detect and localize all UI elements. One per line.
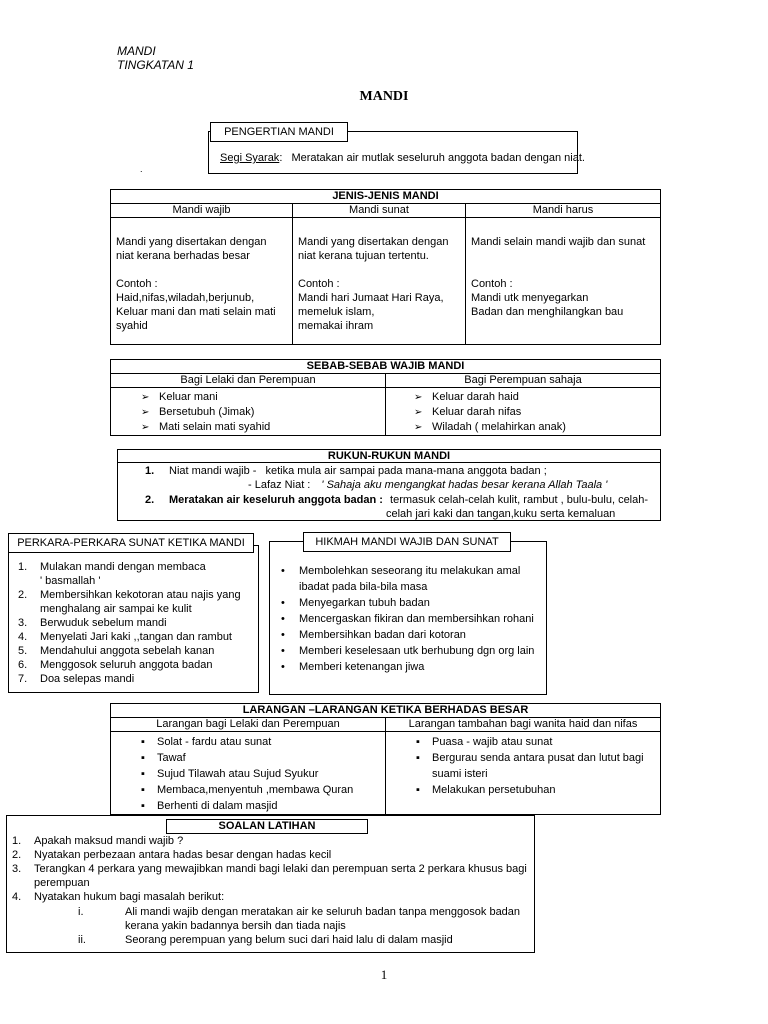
sebab-title: SEBAB-SEBAB WAJIB MANDI bbox=[111, 360, 661, 374]
rukun-lafaz bbox=[248, 478, 607, 492]
list-item: 2. Nyatakan perbezaan antara hadas besar dengan hadas kecil bbox=[12, 849, 332, 861]
jenis-col-harus bbox=[466, 218, 661, 345]
jenis-contoh-line: memakai ihram bbox=[298, 320, 374, 332]
larangan-left-list bbox=[111, 732, 386, 815]
larangan-right-list bbox=[386, 732, 661, 815]
list-item: ▪ Puasa - wajib atau sunat bbox=[410, 734, 660, 750]
list-item: ➢ Bersetubuh (Jimak) bbox=[137, 405, 385, 420]
jenis-header-sunat: Mandi sunat bbox=[293, 204, 466, 218]
jenis-header-harus: Mandi harus bbox=[466, 204, 661, 218]
jenis-contoh-label: Contoh : bbox=[471, 278, 513, 290]
list-item: 3. Terangkan 4 perkara yang mewajibkan mandi bagi lelaki dan perempuan serta 2 perkara khusus bagi perempuan bbox=[12, 863, 527, 889]
list-item: i. Ali mandi wajib dengan meratakan air ke seluruh badan tanpa menggosok badan kerana yakin badannya bersih dan tiada najis bbox=[78, 906, 521, 932]
sebab-right-list bbox=[386, 388, 661, 436]
soalan-list bbox=[8, 834, 533, 947]
list-item: ➢ Keluar darah nifas bbox=[410, 405, 660, 420]
list-item: 3. Berwuduk sebelum mandi bbox=[18, 617, 167, 629]
header-subject: MANDI bbox=[117, 44, 156, 58]
list-item: ➢ Wiladah ( melahirkan anak) bbox=[410, 420, 660, 435]
sebab-left-header: Bagi Lelaki dan Perempuan bbox=[111, 374, 386, 388]
pengertian-term: Segi Syarak bbox=[220, 152, 280, 164]
rukun-num: 1. bbox=[145, 465, 155, 477]
sebab-table bbox=[110, 359, 661, 436]
list-item: ii. Seorang perempuan yang belum suci dari haid lalu di dalam masjid bbox=[78, 934, 453, 946]
list-item: ▪ Sujud Tilawah atau Sujud Syukur bbox=[135, 766, 385, 782]
page-number: 1 bbox=[380, 967, 388, 982]
hikmah-list bbox=[273, 563, 545, 675]
rukun-item2-text: termasuk celah-celah kulit, rambut , bulu-bulu, celah- bbox=[390, 494, 649, 506]
pengertian-definition-line bbox=[220, 151, 585, 165]
hikmah-label: HIKMAH MANDI WAJIB DAN SUNAT bbox=[303, 532, 511, 552]
rukun-item2-text2: celah jari kaki dan tangan,kuku serta kemaluan bbox=[386, 508, 616, 520]
pengertian-definition: Meratakan air mutlak seseluruh anggota badan dengan niat. bbox=[291, 152, 585, 164]
rukun-item1-bold: Niat mandi wajib - bbox=[169, 465, 257, 477]
rukun-lafaz-label: - Lafaz Niat : bbox=[248, 479, 311, 491]
jenis-contoh-line: syahid bbox=[116, 320, 148, 332]
rukun-item2-bold: Meratakan air keseluruh anggota badan : bbox=[169, 494, 383, 506]
rukun-title: RUKUN-RUKUN MANDI bbox=[117, 449, 661, 463]
list-item: ➢ Mati selain mati syahid bbox=[137, 420, 385, 435]
sebab-right-header: Bagi Perempuan sahaja bbox=[386, 374, 661, 388]
list-item: 5. Mendahului anggota sebelah kanan bbox=[18, 645, 215, 657]
list-item: 6. Menggosok seluruh anggota badan bbox=[18, 659, 213, 671]
jenis-table bbox=[110, 189, 661, 345]
list-item: ▪ Tawaf bbox=[135, 750, 385, 766]
jenis-header-wajib: Mandi wajib bbox=[111, 204, 293, 218]
list-item: • Memberi ketenangan jiwa bbox=[273, 659, 545, 675]
list-item: • Membolehkan seseorang itu melakukan amal ibadat pada bila-bila masa bbox=[273, 563, 545, 595]
pengertian-colon: : bbox=[279, 152, 283, 164]
jenis-contoh-line: Mandi utk menyegarkan bbox=[471, 292, 589, 304]
list-item: ▪ Bergurau senda antara pusat dan lutut bagi suami isteri bbox=[410, 750, 660, 782]
larangan-title: LARANGAN –LARANGAN KETIKA BERHADAS BESAR bbox=[111, 704, 661, 718]
stray-dot: . bbox=[140, 164, 143, 174]
jenis-title: JENIS-JENIS MANDI bbox=[111, 190, 661, 204]
sunat-label: PERKARA-PERKARA SUNAT KETIKA MANDI bbox=[8, 533, 254, 553]
list-item: 4. Nyatakan hukum bagi masalah berikut: bbox=[12, 891, 225, 903]
jenis-contoh-line: Haid,nifas,wiladah,berjunub, bbox=[116, 292, 255, 304]
list-item: • Menyegarkan tubuh badan bbox=[273, 595, 545, 611]
jenis-col-wajib bbox=[111, 218, 293, 345]
jenis-contoh-line: Keluar mani dan mati selain mati bbox=[116, 306, 276, 318]
list-item: ➢ Keluar mani bbox=[137, 390, 385, 405]
jenis-contoh-line: Mandi hari Jumaat Hari Raya, bbox=[298, 292, 444, 304]
jenis-contoh-line: Badan dan menghilangkan bau bbox=[471, 306, 624, 318]
list-item: 1. Mulakan mandi dengan membaca ' basmallah ' bbox=[18, 561, 206, 587]
soalan-sub-list bbox=[78, 905, 533, 947]
list-item: • Memberi keselesaan utk berhubung dgn org lain bbox=[273, 643, 545, 659]
sunat-list bbox=[14, 560, 258, 686]
larangan-left-header: Larangan bagi Lelaki dan Perempuan bbox=[111, 718, 386, 732]
larangan-table bbox=[110, 703, 661, 815]
list-item: ➢ Keluar darah haid bbox=[410, 390, 660, 405]
jenis-contoh-label: Contoh : bbox=[116, 278, 158, 290]
rukun-lafaz-text: ' Sahaja aku mengangkat hadas besar kerana Allah Taala ' bbox=[321, 479, 608, 491]
list-item: 1. Apakah maksud mandi wajib ? bbox=[12, 835, 184, 847]
jenis-desc-wajib: Mandi yang disertakan dengan niat kerana berhadas besar bbox=[116, 236, 267, 262]
list-item: ▪ Membaca,menyentuh ,membawa Quran bbox=[135, 782, 385, 798]
header-level: TINGKATAN 1 bbox=[117, 58, 194, 72]
rukun-item1-text: ketika mula air sampai pada mana-mana anggota badan ; bbox=[265, 465, 547, 477]
larangan-right-header: Larangan tambahan bagi wanita haid dan nifas bbox=[386, 718, 661, 732]
rukun-item-2 bbox=[145, 493, 648, 507]
jenis-desc-sunat: Mandi yang disertakan dengan niat kerana tujuan tertentu. bbox=[298, 236, 449, 262]
jenis-col-sunat bbox=[293, 218, 466, 345]
sebab-left-list bbox=[111, 388, 386, 436]
rukun-item-1 bbox=[145, 464, 547, 478]
jenis-desc-harus: Mandi selain mandi wajib dan sunat bbox=[471, 236, 646, 248]
soalan-label: SOALAN LATIHAN bbox=[166, 819, 368, 834]
rukun-num: 2. bbox=[145, 494, 155, 506]
list-item: ▪ Berhenti di dalam masjid bbox=[135, 798, 385, 814]
list-item: 4. Menyelati Jari kaki ,,tangan dan rambut bbox=[18, 631, 232, 643]
list-item: ▪ Solat - fardu atau sunat bbox=[135, 734, 385, 750]
list-item: 7. Doa selepas mandi bbox=[18, 673, 135, 685]
jenis-contoh-label: Contoh : bbox=[298, 278, 340, 290]
page-title: MANDI bbox=[359, 89, 409, 104]
pengertian-label: PENGERTIAN MANDI bbox=[210, 122, 348, 142]
list-item: • Membersihkan badan dari kotoran bbox=[273, 627, 545, 643]
list-item: 2. Membersihkan kekotoran atau najis yang menghalang air sampai ke kulit bbox=[18, 589, 241, 615]
list-item: • Mencergaskan fikiran dan membersihkan rohani bbox=[273, 611, 545, 627]
jenis-contoh-line: memeluk islam, bbox=[298, 306, 375, 318]
list-item: ▪ Melakukan persetubuhan bbox=[410, 782, 660, 798]
